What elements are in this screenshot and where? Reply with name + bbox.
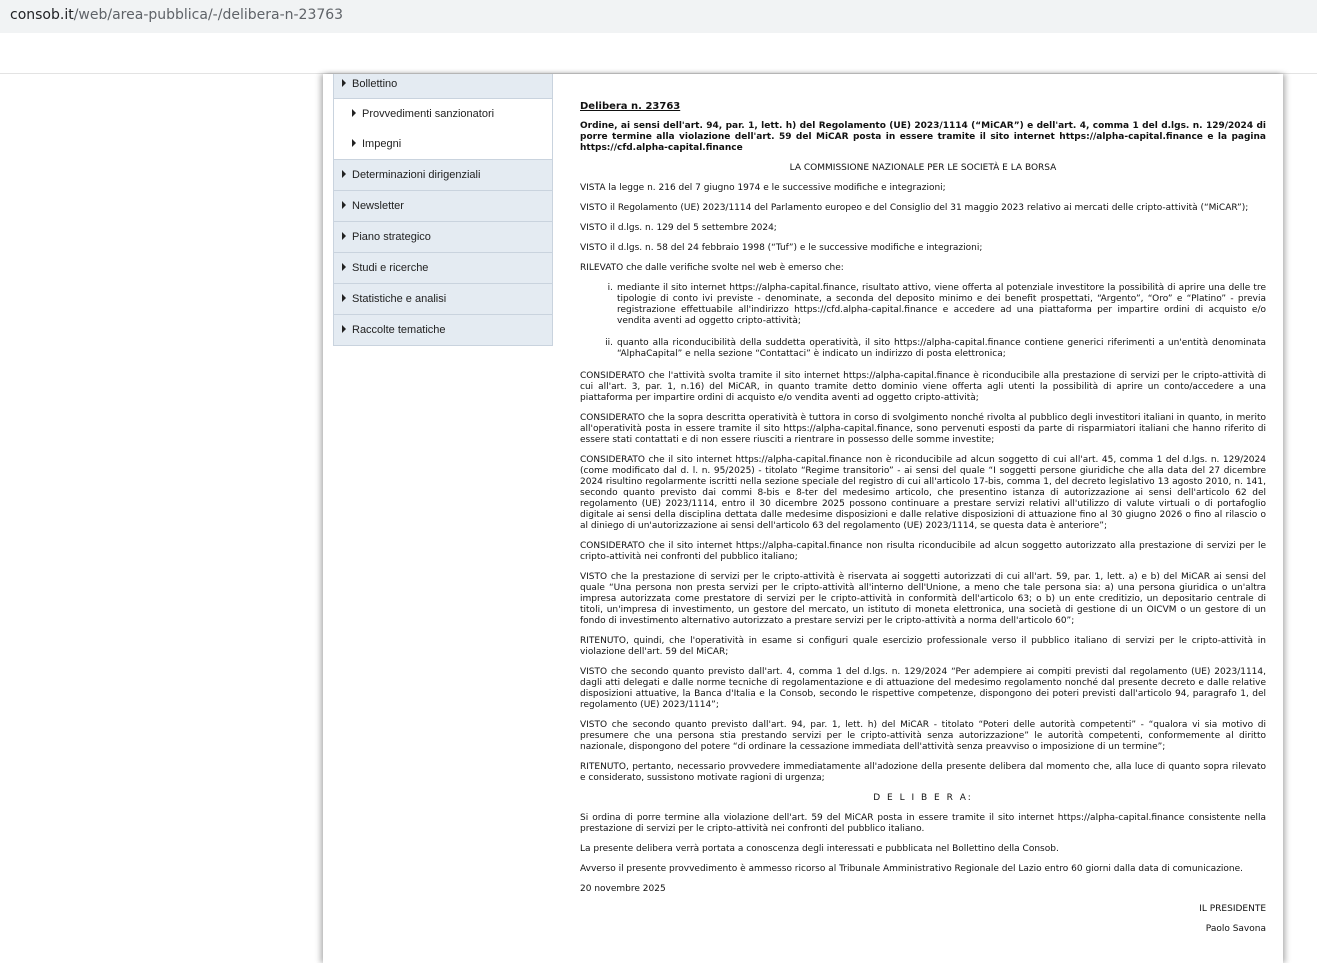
sidebar-item-studi-e-ricerche[interactable] xyxy=(334,253,552,284)
url-text[interactable] xyxy=(10,7,343,23)
document-date: 20 novembre 2025 xyxy=(580,884,666,894)
premise-paragraph: VISTO il d.lgs. n. 58 del 24 febbraio 1998 (“Tuf”) e le successive modifiche e integrazioni; xyxy=(580,243,983,253)
consideration-paragraph: CONSIDERATO che il sito internet https://alpha-capital.finance non risulta riconducibile ad alcun soggetto autorizzato alla prestazione di servizi per le cripto-attività nei confronti del pubblico italiano; xyxy=(580,541,1266,562)
page-container xyxy=(323,74,1283,963)
decision-paragraph: Si ordina di porre termine alla violazione dell'art. 59 del MiCAR posta in essere tramite il sito internet https://alpha-capital.finance consistente nella prestazione di servizi per le cripto-attività nei confronti del pubblico italiano. xyxy=(580,813,1266,834)
list-item-text: quanto alla riconducibilità della suddetta operatività, il sito https://alpha-capital.finance contiene generici riferimenti a un'entità denominata “AlphaCapital” e nella sezione “Contattaci” è indicato un indirizzo di posta elettronica; xyxy=(617,338,1266,359)
sidebar-item-determinazioni-dirigenziali[interactable] xyxy=(334,160,552,191)
decision-paragraph: Avverso il presente provvedimento è ammesso ricorso al Tribunale Amministrativo Regionale del Lazio entro 60 giorni dalla data di comunicazione. xyxy=(580,864,1244,874)
premise-paragraph: VISTO il Regolamento (UE) 2023/1114 del Parlamento europeo e del Consiglio del 31 maggio 2023 relativo ai mercati delle cripto-attività (“MiCAR”); xyxy=(580,203,1249,213)
sidebar-item-statistiche-e-analisi[interactable] xyxy=(334,284,552,315)
list-item-number: ii. xyxy=(605,338,613,348)
consideration-paragraph: RITENUTO, quindi, che l'operatività in esame si configuri quale esercizio professionale verso il pubblico italiano di servizi per le cripto-attività in violazione dell'art. 59 del MiCAR; xyxy=(580,636,1266,657)
commission-heading: LA COMMISSIONE NAZIONALE PER LE SOCIETÀ E LA BORSA xyxy=(789,163,1057,173)
premise-paragraph: RILEVATO che dalle verifiche svolte nel web è emerso che: xyxy=(580,263,844,273)
caret-right-icon xyxy=(342,294,346,302)
consideration-paragraph: CONSIDERATO che la sopra descritta operatività è tuttora in corso di svolgimento nonché rivolta al pubblico degli investitori italiani in quanto, in merito all'operatività posta in essere tramite il sito https://alpha-capital.finance, sono pervenuti esposti da parte di risparmiatori italiani che hanno riferito di essere stati contattati e di non essere riusciti a rientrare in possesso delle somme investite; xyxy=(580,413,1266,445)
findings-list xyxy=(580,283,1266,360)
consideration-paragraph: VISTO che la prestazione di servizi per le cripto-attività è riservata ai soggetti autorizzati di cui all'art. 59, par. 1, lett. a) e b) del MiCAR ai sensi del quale “Una persona non presta servizi per le cripto-attività all'interno dell'Unione, a meno che tale persona sia: a) una persona giuridica o un'altra impresa autorizzata come prestatore di servizi per le cripto-attività in conformità dell'articolo 63; o b) un ente creditizio, un depositario centrale di titoli, un'impresa di investimento, un gestore del mercato, un istituto di moneta elettronica, una società di gestione di un OICVM o un gestore di un fondo di investimento alternativo autorizzato a prestare servizi per le cripto-attività a norma dell'articolo 60”; xyxy=(580,572,1266,626)
caret-right-icon xyxy=(342,325,346,333)
document-body xyxy=(580,101,1266,944)
document-title: Delibera n. 23763 xyxy=(580,101,681,112)
sidebar-nav xyxy=(333,74,553,346)
sidebar-item-newsletter[interactable] xyxy=(334,191,552,222)
sidebar-item-label: Piano strategico xyxy=(352,231,431,243)
sidebar-item-label: Raccolte tematiche xyxy=(352,324,446,336)
consideration-paragraph: CONSIDERATO che il sito internet https://alpha-capital.finance non è riconducibile ad alcun soggetto di cui all'art. 45, comma 1 del d.lgs. n. 129/2024 (come modificato dal d. l. n. 95/2025) - titolato “Regime transitorio” - ai sensi del quale “I soggetti persone giuridiche che alla data del 27 dicembre 2024 risultino regolarmente iscritti nella sezione speciale del registro di cui all'articolo 17-bis, comma 1, del decreto legislativo 13 agosto 2010, n. 141, secondo quanto previsto dai commi 8-bis e 8-ter del medesimo articolo, che presentino istanza di autorizzazione ai sensi dell'articolo 62 del regolamento (UE) 2023/1114, entro il 30 dicembre 2025 possono continuare a prestare servizi relativi all'utilizzo di valute virtuali o di portafoglio digitale ai sensi della disciplina dettata dalle medesime disposizioni e dalle relative disposizioni di attuazione fino al 30 giugno 2026 o fino al rilascio o al diniego di un'autorizzazione ai sensi dell'articolo 63 del regolamento (UE) 2023/1114, se questa data è anteriore”; xyxy=(580,455,1266,531)
sidebar-item-raccolte-tematiche[interactable] xyxy=(334,315,552,345)
sidebar-item-label: Bollettino xyxy=(352,78,398,90)
premise-paragraph: VISTO il d.lgs. n. 129 del 5 settembre 2024; xyxy=(580,223,777,233)
signature-title: IL PRESIDENTE xyxy=(1199,904,1266,914)
consideration-paragraph: CONSIDERATO che l'attività svolta tramite il sito internet https://alpha-capital.finance è riconducibile alla prestazione di servizi per le cripto-attività di cui all'art. 3, par. 1, n.16) del MiCAR, in quanto tramite detto dominio viene offerta agli utenti la possibilità di aprire un conto/accedere a una piattaforma per impartire ordini di acquisto e/o vendita aventi ad oggetto cripto-attività; xyxy=(580,371,1266,403)
decision-paragraph: La presente delibera verrà portata a conoscenza degli interessati e pubblicata nel Bollettino della Consob. xyxy=(580,844,1059,854)
delibera-heading: D E L I B E R A: xyxy=(873,793,973,803)
sidebar-item-label: Provvedimenti sanzionatori xyxy=(362,108,495,120)
list-item xyxy=(580,283,1266,327)
url-path: /web/area-pubblica/-/delibera-n-23763 xyxy=(73,7,344,23)
sidebar-item-label: Statistiche e analisi xyxy=(352,293,447,305)
url-host: consob.it xyxy=(10,7,74,23)
address-bar[interactable] xyxy=(0,0,1317,33)
sidebar-item-label: Impegni xyxy=(362,138,402,150)
caret-right-icon xyxy=(352,109,356,117)
caret-right-icon xyxy=(352,139,356,147)
sidebar-item-label: Determinazioni dirigenziali xyxy=(352,169,481,181)
premise-paragraph: VISTA la legge n. 216 del 7 giugno 1974 e le successive modifiche e integrazioni; xyxy=(580,183,946,193)
caret-right-icon xyxy=(342,232,346,240)
caret-right-icon xyxy=(342,201,346,209)
sidebar-item-label: Newsletter xyxy=(352,200,404,212)
consideration-paragraph: RITENUTO, pertanto, necessario provvedere immediatamente all'adozione della presente delibera dal momento che, alla luce di quanto sopra rilevato e considerato, sussistono motivate ragioni di urgenza; xyxy=(580,762,1266,783)
sidebar-item-label: Studi e ricerche xyxy=(352,262,429,274)
consideration-paragraph: VISTO che secondo quanto previsto dall'art. 4, comma 1 del d.lgs. n. 129/2024 “Per adempiere ai compiti previsti dal regolamento (UE) 2023/1114, dagli atti delegati e dalle norme tecniche di regolamentazione e di attuazione del medesimo regolamento nonché dal presente decreto e dalle relative disposizioni attuative, la Banca d'Italia e la Consob, secondo le rispettive competenze, dispongono dei poteri previsti dall'articolo 94, paragrafo 1, del regolamento (UE) 2023/1114”; xyxy=(580,667,1266,710)
caret-right-icon xyxy=(342,263,346,271)
sidebar-item-piano-strategico[interactable] xyxy=(334,222,552,253)
list-item-text: mediante il sito internet https://alpha-capital.finance, risultato attivo, viene offerta al potenziale investitore la possibilità di aprire una delle tre tipologie di conto ivi previste - denominate, a seconda del deposito minimo e dei benefit prospettati, “Argento”, “Oro” e “Platino” - previa registrazione effettuabile all'indirizzo https://cfd.alpha-capital.finance e accedere ad una piattaforma per impartire ordini di acquisto e/o vendita aventi ad oggetto cripto-attività; xyxy=(617,283,1266,326)
caret-right-icon xyxy=(342,79,346,87)
sidebar-item-provvedimenti-sanzionatori[interactable] xyxy=(334,99,552,129)
list-item xyxy=(580,338,1266,360)
list-item-number: i. xyxy=(607,283,613,293)
consideration-paragraph: VISTO che secondo quanto previsto dall'art. 94, par. 1, lett. h) del MiCAR - titolato “Poteri delle autorità competenti” - “qualora vi sia motivo di presumere che una persona stia prestando servizi per le cripto-attività senza autorizzazione” le autorità competenti, conformemente al diritto nazionale, dispongono del potere “di ordinare la cessazione immediata dell'attività senza preavviso o imposizione di un termine”; xyxy=(580,720,1266,752)
document-subject: Ordine, ai sensi dell'art. 94, par. 1, lett. h) del Regolamento (UE) 2023/1114 (“MiCAR”) e dell'art. 4, comma 1 del d.lgs. n. 129/2024 di porre termine alla violazione dell'art. 59 del MiCAR posta in essere tramite il sito internet https://alpha-capital.finance e la pagina https://cfd.alpha-capital.finance xyxy=(580,121,1266,153)
sidebar-item-impegni[interactable] xyxy=(334,129,552,160)
caret-right-icon xyxy=(342,170,346,178)
sidebar-item-bollettino[interactable] xyxy=(334,74,552,99)
signature-name: Paolo Savona xyxy=(1205,924,1266,934)
site-header-strip xyxy=(0,33,1317,74)
